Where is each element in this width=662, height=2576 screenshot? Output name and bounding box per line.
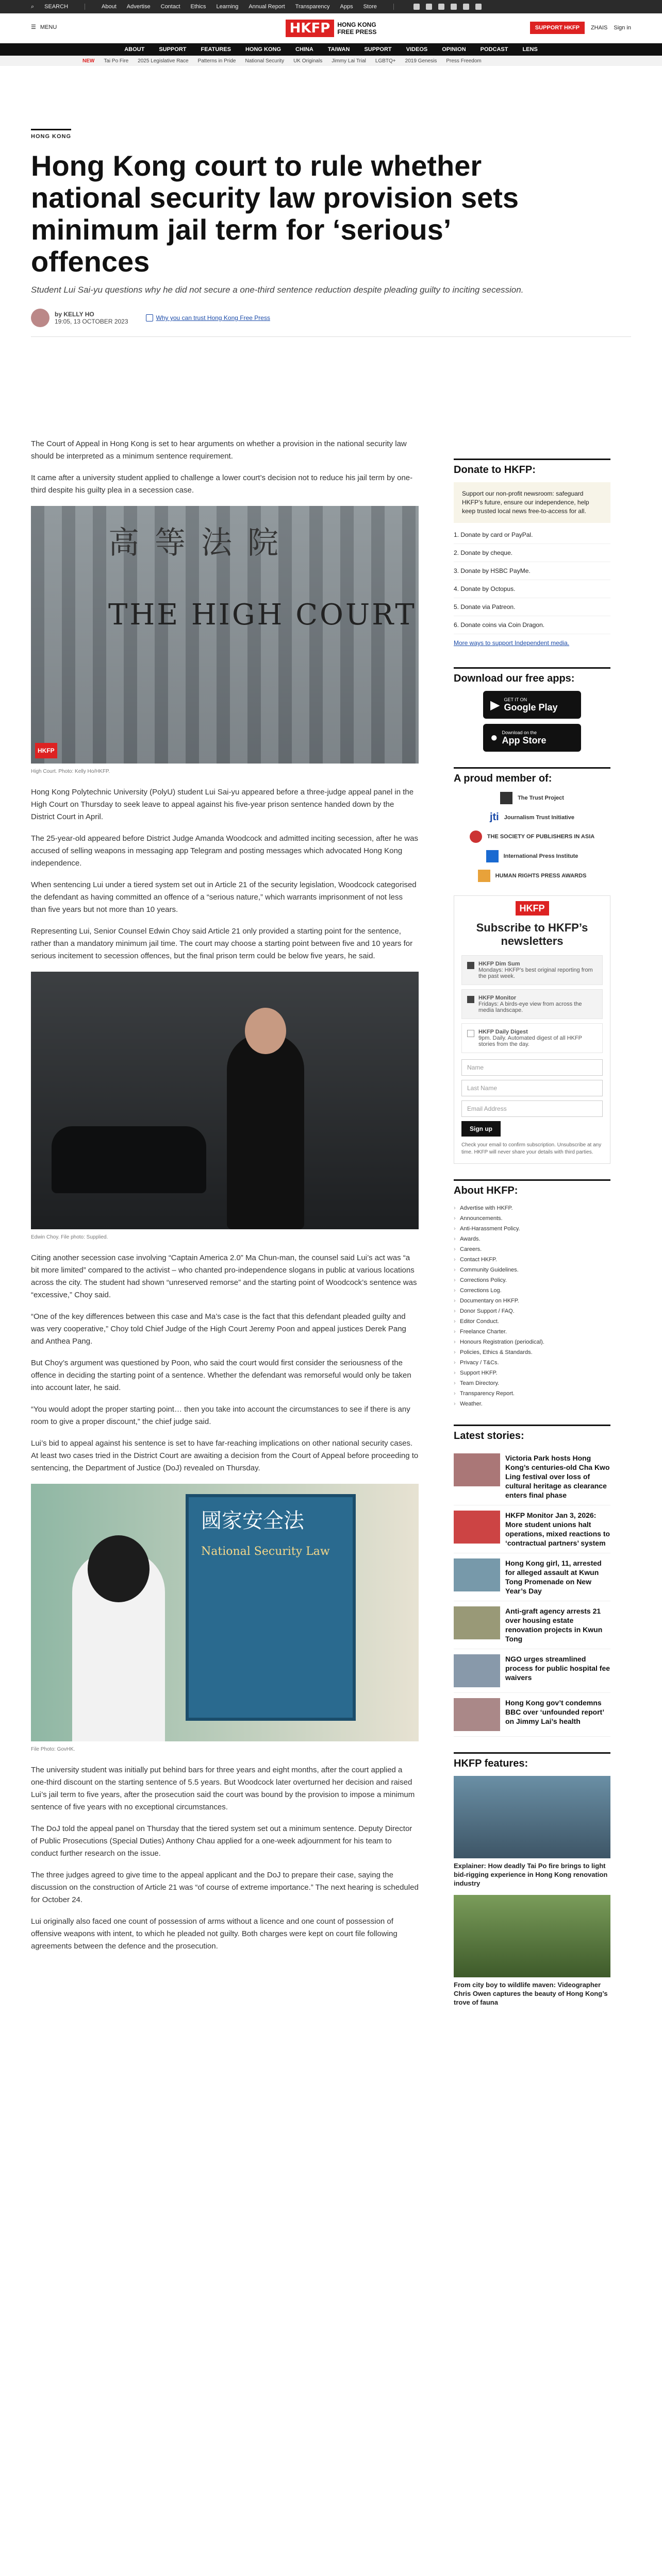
nav-about[interactable]: ABOUT [124, 46, 145, 53]
trust-badge[interactable] [146, 314, 270, 321]
article-paragraph: Hong Kong Polytechnic University (PolyU) student Lui Sai-yu appeared before a three-judge appeal panel in the High Court on Thursday to seek leave to appeal against his five-year prison sentence handed down by the District Court in April. [31, 788, 414, 821]
about-link[interactable]: › Advertise with HKFP. [454, 1203, 610, 1213]
nav-features[interactable]: FEATURES [201, 46, 231, 53]
apple-icon: ● [490, 731, 498, 744]
article-paragraph: The DoJ told the appeal panel on Thursday that the tiered system set out a minimum sentence. Deputy Director of Public Prosecutions (Special Duties) Anthony Chau applied for a one-week adjournment for his team to conduct further research on the issue. [31, 1824, 412, 1858]
hamburger-icon[interactable]: ☰ [31, 24, 36, 30]
story-title[interactable]: Hong Kong girl, 11, arrested for alleged assault at Kwun Tong Promenade on New Year’s Day [505, 1559, 602, 1595]
story-thumbnail[interactable] [454, 1654, 500, 1687]
top-utility-bar [0, 0, 662, 13]
story-thumbnail[interactable] [454, 1558, 500, 1591]
article-paragraph: Representing Lui, Senior Counsel Edwin Choy said Article 21 only provided a starting point for the sentence, rather than a mandatory minimum jail time. The court may choose a starting point between five and 10 years for serious incitement to secession offences, but the final prison term could be below five years, he said. [31, 927, 413, 960]
about-link[interactable]: › Donor Support / FAQ. [454, 1306, 610, 1316]
member-jti[interactable] [454, 811, 610, 823]
youtube-icon[interactable] [451, 4, 457, 10]
newsletter-logo [461, 903, 603, 914]
facebook-icon[interactable] [413, 4, 420, 10]
telegram-icon[interactable] [475, 4, 482, 10]
trust-project-icon [500, 792, 512, 804]
latest-story[interactable] [454, 1693, 610, 1737]
nav-support[interactable]: SUPPORT [159, 46, 187, 53]
newsletter-option-dimsum[interactable] [461, 955, 603, 985]
newsletter-heading: Subscribe to HKFP’s newsletters [476, 921, 588, 947]
trending-item[interactable]: Patterns in Pride [197, 58, 236, 64]
story-title[interactable]: Victoria Park hosts Hong Kong’s centuries-old Cha Kwo Ling festival over loss of cultural heritage as clearance enters final phase [505, 1454, 610, 1499]
member-sopa[interactable] [454, 831, 610, 843]
about-link[interactable]: › Freelance Charter. [454, 1327, 610, 1337]
jti-icon: jti [489, 811, 499, 823]
logo-mark: HKFP [286, 20, 335, 37]
article-paragraph: “One of the key differences between this case and Ma’s case is the fact that this defendant pleaded guilty and was very cooperative,” Choy told Chief Judge of the High Court Jeremy Poon and appeal justices Derek Pang and Anthea Pang. [31, 1312, 406, 1346]
trending-item[interactable]: National Security [245, 58, 285, 64]
publish-date: 19:05, 13 OCTOBER 2023 [55, 318, 128, 325]
twitter-icon[interactable] [426, 4, 432, 10]
apps-heading: Download our free apps: [454, 667, 610, 685]
feature-story[interactable] [454, 1895, 610, 2014]
donate-option[interactable]: 1. Donate by card or PayPal. [454, 526, 610, 544]
about-link[interactable]: › Contact HKFP. [454, 1255, 610, 1265]
article-header [31, 129, 631, 337]
nsl-poster-photo [31, 1484, 419, 1741]
sidebar [454, 459, 610, 2014]
article-paragraph: The Court of Appeal in Hong Kong is set to hear arguments on whether a provision in the national security law should be interpreted as a minimum sentence requirement. [31, 439, 407, 461]
feature-image[interactable] [454, 1895, 610, 1977]
article-paragraph: Citing another secession case involving “Captain America 2.0” Ma Chun-man, the counsel said Lui’s act was “a bit more limited” compared to the activist – who chanted pro-independence slogans in public at various locations across the city. The student had shown “unreserved remorse” and the starting point of Woodcock’s sentence was “excessive,” Choy said. [31, 1253, 417, 1299]
member-trust-project[interactable] [454, 792, 610, 804]
google-play-button[interactable] [483, 691, 581, 719]
hrpa-icon [478, 870, 490, 882]
nav-opinion[interactable]: OPINION [442, 46, 466, 53]
feature-story[interactable] [454, 1776, 610, 1895]
trust-icon [146, 314, 153, 321]
about-link[interactable]: › Anti-Harassment Policy. [454, 1224, 610, 1234]
member-label: Journalism Trust Initiative [504, 814, 575, 821]
donate-option[interactable]: 3. Donate by HSBC PayMe. [454, 562, 610, 580]
article-category[interactable]: HONG KONG [31, 129, 71, 140]
member-label: HUMAN RIGHTS PRESS AWARDS [495, 873, 587, 879]
newsletter-box [454, 895, 610, 1164]
about-link[interactable]: › Documentary on HKFP. [454, 1296, 610, 1306]
about-link[interactable]: › Awards. [454, 1234, 610, 1244]
poster-title-zh: 國家安全法 [201, 1509, 304, 1533]
trending-item[interactable]: UK Originals [293, 58, 323, 64]
story-title[interactable]: HKFP Monitor Jan 3, 2026: More student unions halt operations, mixed reactions to ‘contractual partners’ system [505, 1511, 610, 1547]
article-subhead: Student Lui Sai-yu questions why he did not secure a one-third sentence reduction despite pleading guilty to inciting secession. [31, 285, 524, 295]
author-name[interactable]: by KELLY HO [55, 311, 94, 318]
play-icon: ▶ [490, 698, 500, 712]
donate-option[interactable]: 5. Donate via Patreon. [454, 598, 610, 616]
nav-china[interactable]: CHINA [295, 46, 313, 53]
nav-hong-kong[interactable]: HONG KONG [245, 46, 282, 53]
article-paragraph: Lui’s bid to appeal against his sentence is set to have far-reaching implications on other national security cases. At least two cases tried in the District Court are awaiting a decision from the Court of Appeal before proceeding to sentencing, the Department of Justice (DoJ) revealed on Thursday. [31, 1439, 419, 1472]
trending-bar [0, 56, 662, 66]
nav-lens[interactable]: LENS [522, 46, 538, 53]
logo-text-line-1: HONG KONG [337, 21, 376, 28]
about-link[interactable]: › Policies, Ethics & Standards. [454, 1347, 610, 1358]
latest-story[interactable] [454, 1553, 610, 1601]
top-link-store[interactable]: Store [363, 4, 377, 10]
donate-heading: Donate to HKFP: [454, 459, 610, 476]
article-paragraph: It came after a university student applied to challenge a lower court’s decision not to reduce his jail term by one-third despite his guilty plea in a secession case. [31, 473, 413, 495]
member-label: THE SOCIETY OF PUBLISHERS IN ASIA [487, 834, 595, 840]
top-search-link[interactable]: SEARCH [44, 4, 69, 10]
article-paragraph: Lui originally also faced one count of possession of arms without a licence and one count of possession of offensive weapons with intent, to which he pleaded not guilty. Both charges were kept on court file following agreements between the defence and the prosecution. [31, 1917, 398, 1951]
top-link-learning[interactable]: Learning [216, 4, 239, 10]
app-store-button[interactable] [483, 724, 581, 752]
google-small: GET IT ON [504, 697, 527, 702]
email-field[interactable]: Email Address [461, 1100, 603, 1117]
trending-item[interactable]: Press Freedom [446, 58, 482, 64]
apple-small: Download on the [502, 730, 537, 735]
article-paragraph: The university student was initially put behind bars for three years and eight months, after the court applied a one-third discount on the starting sentence of 5.5 years. But Woodcock later overturned her decision and raised Lui’s jail term to five years, after the prosecution said the court was bound by the provision to impose a minimum sentence of five years with no exceptional circumstances. [31, 1766, 415, 1811]
donate-box: Support our non-profit newsroom: safeguard HKFP’s future, ensure our independence, help keep trusted local news free-to-access for all. [454, 482, 610, 523]
about-link[interactable]: › Support HKFP. [454, 1368, 610, 1378]
hkfp-watermark: HKFP [35, 743, 57, 758]
article-title: Hong Kong court to rule whether national security law provision sets minimum jail term for ‘serious’ offences [31, 149, 519, 278]
about-link[interactable]: › Corrections Policy. [454, 1275, 610, 1285]
story-thumbnail[interactable] [454, 1453, 500, 1486]
trending-item[interactable]: 2025 Legislative Race [138, 58, 189, 64]
article-paragraph: The three judges agreed to give time to the appeal applicant and the DoJ to prepare their case, saying the discussion on the construction of Article 21 was “of course of extreme importance.” The next hearing is scheduled for October 24. [31, 1871, 419, 1904]
trending-item[interactable]: 2019 Genesis [405, 58, 437, 64]
latest-story[interactable] [454, 1649, 610, 1693]
newsletter-desc: Fridays: A birds-eye view from across the media landscape. [478, 1001, 582, 1013]
donate-option[interactable]: 4. Donate by Octopus. [454, 580, 610, 598]
article-paragraph: But Choy’s argument was questioned by Poon, who said the court would first consider the seriousness of the offence in deciding the starting point of a sentence. Whether the defendant was remorseful would only be taken into account later, he said. [31, 1359, 411, 1392]
member-label: International Press Institute [503, 853, 578, 859]
trending-item[interactable]: Jimmy Lai Trial [332, 58, 366, 64]
logo-wordmark [337, 21, 376, 36]
member-hrpa[interactable] [454, 870, 610, 882]
figure-caption: File Photo: GovHK. [31, 1747, 75, 1752]
donate-list [454, 526, 610, 634]
donate-more-link[interactable]: More ways to support Independent media. [454, 639, 570, 647]
language-switch[interactable]: ZHAIS [590, 25, 608, 31]
menu-label[interactable]: MENU [40, 24, 57, 30]
google-big: Google Play [504, 702, 558, 713]
menu-toggle[interactable] [31, 24, 57, 30]
newsletter-desc: 9pm. Daily. Automated digest of all HKFP stories from the day. [478, 1035, 582, 1047]
newsletter-name: HKFP Monitor [478, 995, 517, 1001]
about-link[interactable]: › Community Guidelines. [454, 1265, 610, 1275]
main-nav [0, 43, 662, 56]
about-link[interactable]: › Team Directory. [454, 1378, 610, 1388]
search-icon[interactable]: ⌕ [31, 3, 35, 10]
byline [31, 309, 631, 327]
high-court-photo [31, 506, 419, 764]
story-title[interactable]: NGO urges streamlined process for public hospital fee waivers [505, 1655, 610, 1682]
about-link[interactable]: › Editor Conduct. [454, 1316, 610, 1327]
latest-story[interactable] [454, 1448, 610, 1505]
about-link[interactable]: › Corrections Log. [454, 1285, 610, 1296]
newsletter-option-monitor[interactable] [461, 989, 603, 1019]
figure-nsl-poster [31, 1484, 419, 1756]
top-link-annual-report[interactable]: Annual Report [249, 4, 285, 10]
article-paragraph: When sentencing Lui under a tiered system set out in Article 21 of the security legislation, Woodcock categorised the defendant as having committed an offence of a “serious nature,” which warrants imprisonment of not less than five years but not more than 10 years. [31, 880, 417, 914]
article-body [31, 438, 419, 1962]
member-label: The Trust Project [518, 795, 564, 801]
figure-edwin-choy [31, 972, 419, 1244]
latest-story[interactable] [454, 1601, 610, 1649]
newsletter-note: Check your email to confirm subscription. Unsubscribe at any time. HKFP will never share your details with third parties. [461, 1142, 602, 1155]
signup-button[interactable]: Sign up [461, 1121, 501, 1137]
story-title[interactable]: Hong Kong gov’t condemns BBC over ‘unfounded report’ on Jimmy Lai’s health [505, 1699, 604, 1725]
trending-item[interactable]: LGBTQ+ [375, 58, 396, 64]
author-avatar [31, 309, 49, 327]
checkbox-icon[interactable] [467, 1030, 474, 1037]
about-link[interactable]: › Weather. [454, 1399, 610, 1409]
court-sign-zh: 高等法院 [108, 525, 294, 561]
instagram-icon[interactable] [438, 4, 444, 10]
trust-link[interactable]: Why you can trust Hong Kong Free Press [156, 314, 270, 321]
figure-high-court [31, 506, 419, 778]
feature-image[interactable] [454, 1776, 610, 1858]
apple-big: App Store [502, 735, 547, 745]
last-name-field[interactable]: Last Name [461, 1080, 603, 1096]
person-head [245, 1008, 286, 1054]
checkbox-icon[interactable] [467, 962, 474, 969]
nav-taiwan[interactable]: TAIWAN [327, 46, 350, 53]
newsletter-name: HKFP Dim Sum [478, 961, 520, 967]
newsletter-logo-mark: HKFP [516, 901, 549, 916]
article-paragraph: “You would adopt the proper starting point… then you take into account the circumstances to see if there is any room to give a proper discount,” the chief judge said. [31, 1405, 410, 1426]
about-link[interactable]: › Careers. [454, 1244, 610, 1255]
divider [393, 4, 394, 10]
story-thumbnail[interactable] [454, 1511, 500, 1544]
support-hkfp-button[interactable]: SUPPORT HKFP [530, 22, 585, 34]
nav-podcast[interactable]: PODCAST [480, 46, 508, 53]
edwin-choy-photo [31, 972, 419, 1229]
feature-title[interactable]: Explainer: How deadly Tai Po fire brings to light bid-rigging experience in Hong Kong renovation industry [454, 1862, 608, 1887]
latest-story[interactable] [454, 1505, 610, 1553]
about-list [454, 1203, 610, 1409]
linkedin-icon[interactable] [463, 4, 469, 10]
figure-caption: High Court. Photo: Kelly Ho/HKFP. [31, 769, 110, 774]
nav-videos[interactable]: VIDEOS [406, 46, 428, 53]
person-silhouette [227, 1033, 304, 1229]
top-link-apps[interactable]: Apps [340, 4, 353, 10]
car-shape [52, 1126, 206, 1193]
about-link[interactable]: › Honours Registration (periodical). [454, 1337, 610, 1347]
story-thumbnail[interactable] [454, 1606, 500, 1639]
figure-caption: Edwin Choy. File photo: Supplied. [31, 1234, 108, 1240]
person-hair [88, 1535, 150, 1602]
donate-option[interactable]: 6. Donate coins via Coin Dragon. [454, 616, 610, 634]
donate-option[interactable]: 2. Donate by cheque. [454, 544, 610, 562]
newsletter-name: HKFP Daily Digest [478, 1029, 528, 1035]
top-link-about[interactable]: About [102, 4, 117, 10]
member-heading: A proud member of: [454, 767, 610, 785]
top-link-contact[interactable]: Contact [160, 4, 180, 10]
feature-title[interactable]: From city boy to wildlife maven: Videographer Chris Owen captures the beauty of Hong Kong’s trove of fauna [454, 1981, 608, 2006]
top-link-transparency[interactable]: Transparency [295, 4, 330, 10]
nav-support-2[interactable]: SUPPORT [364, 46, 392, 53]
trending-item[interactable]: Tai Po Fire [104, 58, 129, 64]
masthead [0, 13, 662, 43]
story-thumbnail[interactable] [454, 1698, 500, 1731]
site-logo[interactable] [286, 20, 377, 37]
about-link[interactable]: › Privacy / T&Cs. [454, 1358, 610, 1368]
newsletter-desc: Mondays: HKFP’s best original reporting from the past week. [478, 967, 593, 979]
checkbox-icon[interactable] [467, 996, 474, 1003]
about-link[interactable]: › Transparency Report. [454, 1388, 610, 1399]
name-field[interactable]: Name [461, 1059, 603, 1076]
story-title[interactable]: Anti-graft agency arrests 21 over housing estate renovation projects in Kwun Tong [505, 1607, 603, 1643]
features-heading: HKFP features: [454, 1752, 610, 1770]
ipi-icon [486, 850, 499, 862]
about-heading: About HKFP: [454, 1179, 610, 1197]
latest-heading: Latest stories: [454, 1425, 610, 1442]
poster-title-en: National Security Law [201, 1545, 330, 1558]
sopa-icon [470, 831, 482, 843]
court-sign: THE HIGH COURT [108, 598, 417, 632]
social-icons [413, 4, 482, 10]
top-link-advertise[interactable]: Advertise [126, 4, 151, 10]
masthead-actions [530, 22, 631, 34]
trending-label: NEW [82, 58, 95, 64]
header-divider [31, 336, 631, 337]
member-ipi[interactable] [454, 850, 610, 862]
about-link[interactable]: › Announcements. [454, 1213, 610, 1224]
top-link-ethics[interactable]: Ethics [190, 4, 206, 10]
logo-text-line-2: FREE PRESS [337, 28, 377, 36]
article-paragraph: The 25-year-old appeared before District Judge Amanda Woodcock and admitted inciting secession, after he was accused of selling weapons in messaging app Telegram and posting messages which advocated Hong Kong independence. [31, 834, 418, 868]
newsletter-option-digest[interactable] [461, 1023, 603, 1053]
signin-link[interactable]: Sign in [614, 25, 631, 31]
